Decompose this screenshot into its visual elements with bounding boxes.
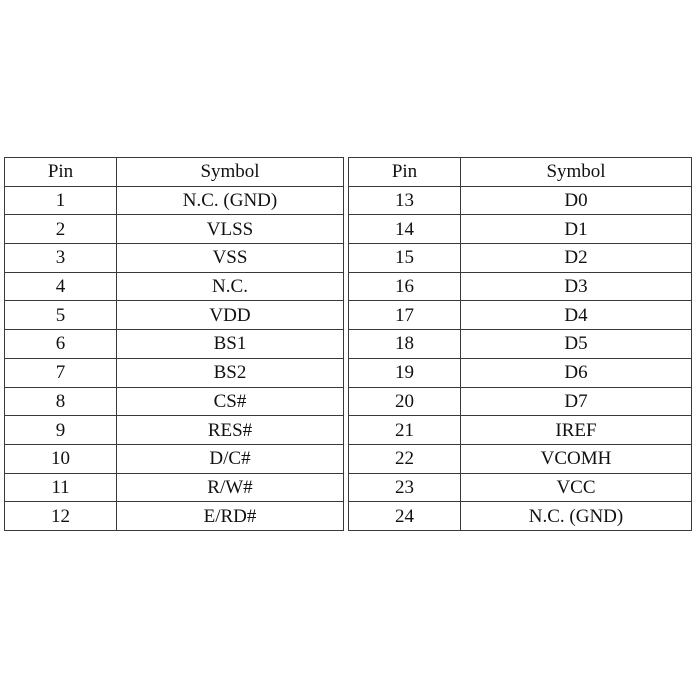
pin-number-cell: 14 [349,215,461,244]
pin-number-cell: 22 [349,444,461,473]
table-header-row [5,158,344,187]
pin-number-cell: 9 [5,416,117,445]
pin-number-cell: 1 [5,186,117,215]
pin-symbol-cell: N.C. (GND) [117,186,344,215]
column-header-symbol: Symbol [117,158,344,187]
pin-number-cell: 19 [349,358,461,387]
table-row [349,330,692,359]
pin-symbol-cell: BS2 [117,358,344,387]
table-row [349,416,692,445]
pin-symbol-cell: VCC [461,473,692,502]
table-row [5,272,344,301]
table-row [5,186,344,215]
column-header-symbol: Symbol [461,158,692,187]
pin-table-left-body [5,186,344,530]
pin-symbol-cell: BS1 [117,330,344,359]
pin-symbol-cell: RES# [117,416,344,445]
pin-symbol-cell: VDD [117,301,344,330]
pin-symbol-cell: VSS [117,244,344,273]
pin-number-cell: 2 [5,215,117,244]
pin-number-cell: 8 [5,387,117,416]
pin-number-cell: 16 [349,272,461,301]
pin-number-cell: 6 [5,330,117,359]
pin-symbol-cell: D4 [461,301,692,330]
pin-symbol-cell: D/C# [117,444,344,473]
pin-symbol-cell: D7 [461,387,692,416]
pin-symbol-cell: D1 [461,215,692,244]
pin-symbol-cell: D2 [461,244,692,273]
table-row [349,473,692,502]
pin-symbol-cell: D0 [461,186,692,215]
pin-number-cell: 5 [5,301,117,330]
pin-symbol-cell: VLSS [117,215,344,244]
table-row [5,358,344,387]
table-row [5,215,344,244]
column-header-pin: Pin [349,158,461,187]
table-row [349,272,692,301]
table-row [349,387,692,416]
table-row [349,358,692,387]
table-row [5,244,344,273]
table-row [349,444,692,473]
table-row [5,502,344,531]
table-row [5,473,344,502]
pin-symbol-cell: CS# [117,387,344,416]
pin-symbol-cell: D3 [461,272,692,301]
table-row [5,416,344,445]
table-header-row [349,158,692,187]
table-row [5,330,344,359]
pin-number-cell: 18 [349,330,461,359]
pin-number-cell: 21 [349,416,461,445]
pin-table-left [4,157,344,531]
pin-number-cell: 12 [5,502,117,531]
table-row [5,301,344,330]
pin-symbol-cell: IREF [461,416,692,445]
table-row [349,186,692,215]
pin-symbol-cell: N.C. (GND) [461,502,692,531]
pin-number-cell: 13 [349,186,461,215]
pin-symbol-cell: VCOMH [461,444,692,473]
pin-number-cell: 23 [349,473,461,502]
table-row [349,215,692,244]
pin-number-cell: 15 [349,244,461,273]
pin-number-cell: 7 [5,358,117,387]
pin-symbol-cell: N.C. [117,272,344,301]
pin-symbol-cell: E/RD# [117,502,344,531]
pin-number-cell: 11 [5,473,117,502]
pin-symbol-cell: D5 [461,330,692,359]
pin-number-cell: 10 [5,444,117,473]
table-row [349,301,692,330]
table-row [5,387,344,416]
pin-symbol-cell: D6 [461,358,692,387]
pin-number-cell: 4 [5,272,117,301]
pin-table-right [348,157,692,531]
pin-symbol-cell: R/W# [117,473,344,502]
table-row [5,444,344,473]
pin-number-cell: 3 [5,244,117,273]
table-row [349,244,692,273]
pin-number-cell: 20 [349,387,461,416]
table-row [349,502,692,531]
column-header-pin: Pin [5,158,117,187]
pin-number-cell: 17 [349,301,461,330]
pin-table-right-body [349,186,692,530]
pin-number-cell: 24 [349,502,461,531]
